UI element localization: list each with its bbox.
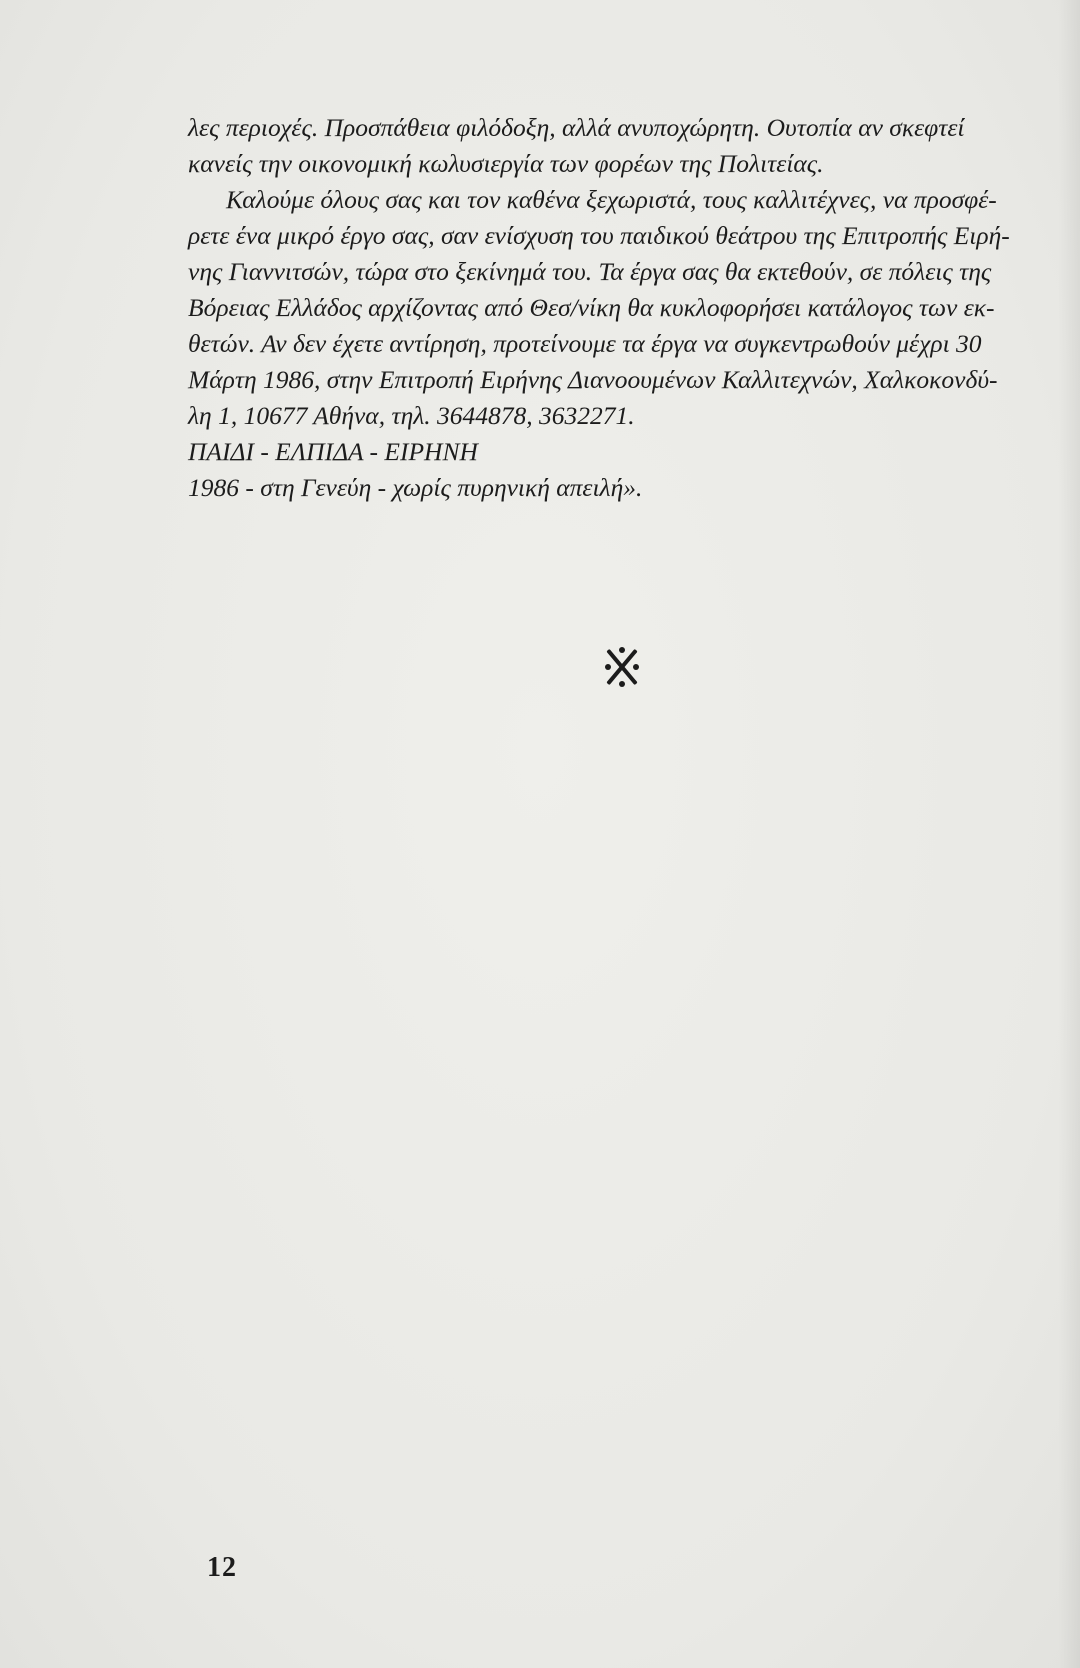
body-text <box>188 110 1054 506</box>
page-edge-shadow <box>1058 0 1080 1668</box>
text-line: Βόρειας Ελλάδος αρχίζοντας από Θεσ/νίκη θα κυκλοφορήσει κατάλογος των εκ- <box>188 293 995 322</box>
text-line: λη 1, 10677 Αθήνα, τηλ. 3644878, 3632271. <box>188 401 635 430</box>
asterism-icon <box>604 644 640 690</box>
text-line: κανείς την οικονομική κωλυσιεργία των φορέων της Πολιτείας. <box>188 149 824 178</box>
slogan-line: ΠΑΙΔΙ - ΕΛΠΙΔΑ - ΕΙΡΗΝΗ <box>188 437 478 466</box>
text-line: ρετε ένα μικρό έργο σας, σαν ενίσχυση του παιδικού θεάτρου της Επιτροπής Ειρή- <box>188 221 1010 250</box>
page-number: 12 <box>207 1552 237 1583</box>
text-line: Μάρτη 1986, στην Επιτροπή Ειρήνης Διανοουμένων Καλλιτεχνών, Χαλκοκονδύ- <box>188 365 998 394</box>
closing-line: 1986 - στη Γενεύη - χωρίς πυρηνική απειλή». <box>188 473 643 502</box>
text-line: λες περιοχές. Προσπάθεια φιλόδοξη, αλλά ανυποχώρητη. Ουτοπία αν σκεφτεί <box>188 113 965 142</box>
text-line: θετών. Αν δεν έχετε αντίρηση, προτείνουμε τα έργα να συγκεντρωθούν μέχρι 30 <box>188 329 982 358</box>
text-line: νης Γιαννιτσών, τώρα στο ξεκίνημά του. Τα έργα σας θα εκτεθούν, σε πόλεις της <box>188 257 992 286</box>
paragraph-start-line: Καλούμε όλους σας και τον καθένα ξεχωριστά, τους καλλιτέχνες, να προσφέ- <box>226 185 997 214</box>
